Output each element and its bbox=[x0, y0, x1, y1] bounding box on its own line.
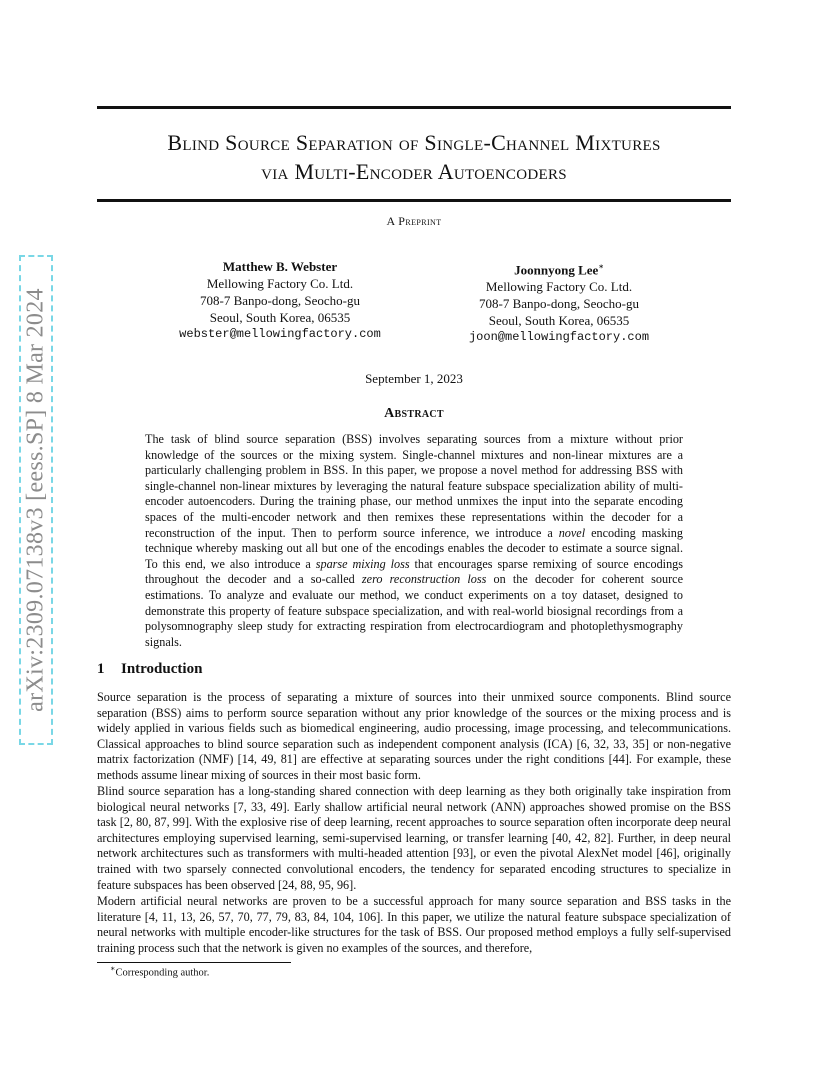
footnote bbox=[110, 964, 209, 979]
paper-title-line-2: via Multi-Encoder Autoencoders bbox=[261, 159, 567, 184]
author-block-2 bbox=[439, 258, 679, 346]
author-name: Joonnyong Lee∗ bbox=[514, 262, 604, 278]
title-top-rule bbox=[97, 106, 731, 109]
footnote-rule bbox=[97, 962, 291, 963]
author-email[interactable]: webster@mellowingfactory.com bbox=[179, 327, 381, 341]
title-bottom-rule bbox=[97, 199, 731, 202]
author-email[interactable]: joon@mellowingfactory.com bbox=[468, 330, 650, 345]
body-paragraph-3: Modern artificial neural networks are proven to be a successful approach for many source separation and BSS tasks in the literature [4, 11, 13, 26, 57, 70, 77, 79, 83, 84, 104, 106]. In this paper, we utilize the natural feature subspace specialization of neural networks with multiple encoder-like structures for the task of BSS. Our proposed method employs a fully self-supervised training process such that the network is given no examples of the sources, and therefore, bbox=[97, 894, 731, 955]
emphasis-novel: novel bbox=[558, 525, 586, 540]
author-address-line-1: 708-7 Banpo-dong, Seocho-gu bbox=[200, 293, 360, 308]
abstract-body: The task of blind source separation (BSS) involves separating sources from a mixture without prior knowledge of the sources or the mixing system. Single-channel mixtures and non-linear mixtures are a particularly challenging problem in BSS. In this paper, we propose a novel method for addressing BSS with single-channel non-linear mixtures by leveraging the natural feature subspace specialization ability of multi-encoder autoencoders. During the training phase, our method unmixes the input into the separate encoding spaces of the multi-encoder network and then remixes these representations within the decoder for a reconstruction of the input. Then to perform source inference, we introduce a novel encoding masking technique whereby masking out all but one of the encodings enables the decoder to estimate a source signal. To this end, we also introduce a sparse mixing loss that encourages sparse remixing of source encodings throughout the decoder and a so-called zero reconstruction loss on the decoder for coherent source estimations. To analyze and evaluate our method, we conduct experiments on a toy dataset, designed to demonstrate this property of feature subspace specialization, and with real-world biosignal recordings from a polysomnography sleep study for extracting respiration from electrocardiogram and photoplethysmography signals. bbox=[145, 432, 683, 649]
author-affiliation: Mellowing Factory Co. Ltd. bbox=[206, 276, 354, 291]
section-heading-introduction bbox=[97, 661, 202, 678]
paper-date: September 1, 2023 bbox=[365, 371, 463, 386]
emphasis-sparse-mixing-loss: sparse mixing loss bbox=[315, 556, 410, 571]
abstract-heading: Abstract bbox=[384, 406, 444, 421]
footnote-mark: ∗ bbox=[110, 964, 116, 973]
section-title: Introduction bbox=[121, 661, 203, 677]
body-paragraph-1: Source separation is the process of separating a mixture of sources into their unmixed source components. Blind source separation (BSS) aims to perform source separation without any prior knowledge of the sources or the mixing process and is widely applied in various fields such as biomedical engineering, audio processing, image processing, and telecommunications. Classical approaches to blind source separation such as independent component analysis (ICA) [6, 32, 33, 35] or non-negative matrix factorization (NMF) [14, 49, 81] are effective at separating sources under the right conditions [44]. For example, these methods assume linear mixing of sources in their most basic form. bbox=[97, 690, 731, 782]
author-name: Matthew B. Webster bbox=[222, 259, 338, 274]
author-address-line-2: Seoul, South Korea, 06535 bbox=[209, 310, 351, 325]
section-number: 1 bbox=[97, 661, 105, 677]
footnote-text: Corresponding author. bbox=[115, 967, 210, 979]
author-block-1 bbox=[160, 258, 400, 343]
body-paragraph-2: Blind source separation has a long-standing shared connection with deep learning as they both originally take inspiration from biological neural networks [7, 33, 49]. Early shallow artificial neural network (ANN) approaches showed promise on the BSS task [2, 80, 87, 99]. With the explosive rise of deep learning, recent approaches to source separation often incorporate deep neural architectures employing supervised learning, semi-supervised learning, or transfer learning [40, 42, 82]. Further, in deep neural network architectures such as transformers with multi-headed attention [93], or even the pivotal AlexNet model [46], originally trained with two sparsely connected convolutional encoders, the tendency for separated encoding structures to specialize in feature subspaces has been observed [24, 88, 95, 96]. bbox=[97, 784, 731, 892]
emphasis-zero-reconstruction-loss: zero reconstruction loss bbox=[361, 572, 487, 587]
arxiv-stamp[interactable]: arXiv:2309.07138v3 [eess.SP] 8 Mar 2024 bbox=[22, 288, 49, 712]
preprint-label: A Preprint bbox=[386, 214, 442, 228]
author-address-line-1: 708-7 Banpo-dong, Seocho-gu bbox=[479, 296, 639, 312]
paper-title-line-1: Blind Source Separation of Single-Channel Mixtures bbox=[167, 130, 661, 155]
corresponding-author-mark[interactable]: ∗ bbox=[598, 262, 604, 271]
author-affiliation: Mellowing Factory Co. Ltd. bbox=[485, 279, 633, 295]
author-address-line-2: Seoul, South Korea, 06535 bbox=[488, 313, 630, 329]
